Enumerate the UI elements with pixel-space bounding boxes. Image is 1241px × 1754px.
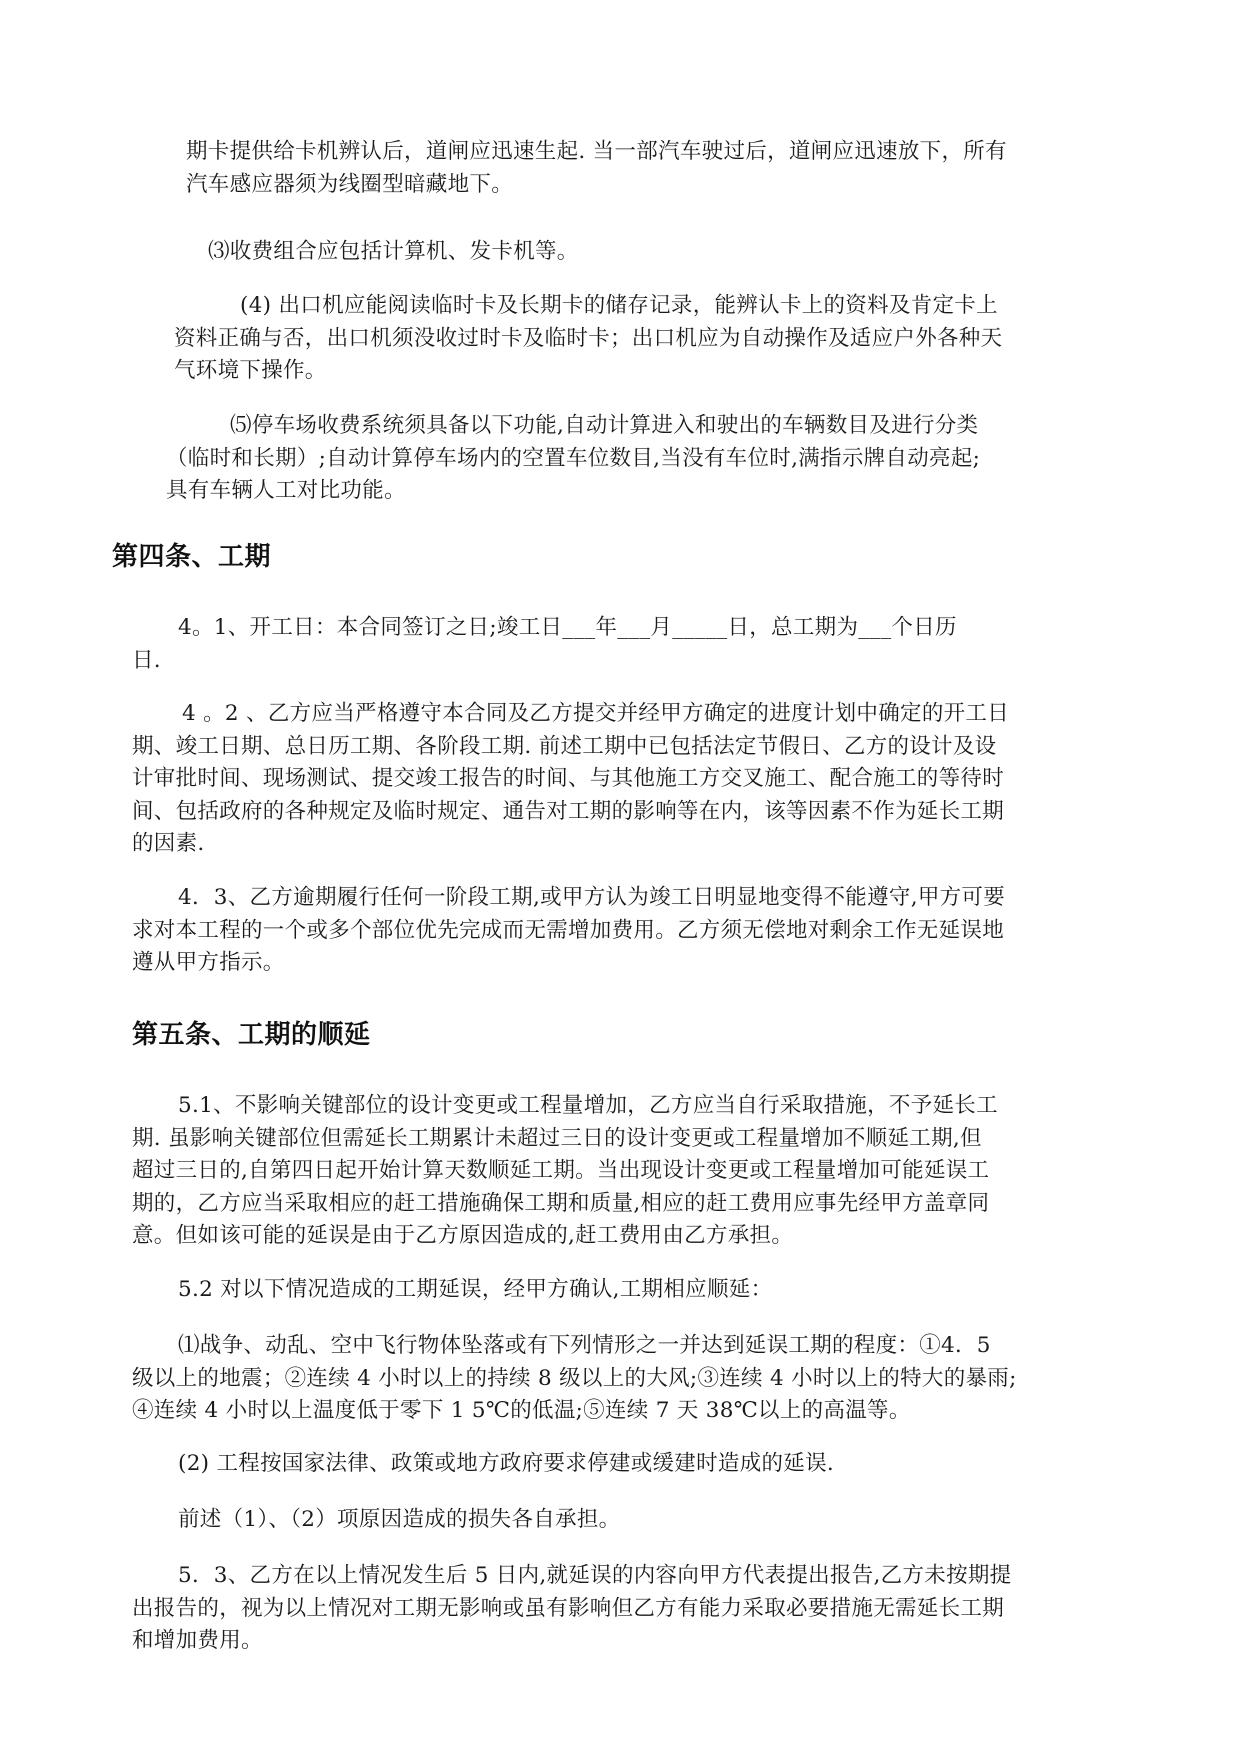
section-heading-4: 第四条、工期 bbox=[112, 542, 272, 572]
text-line: 资料正确与否，出口机须没收过时卡及临时卡；出口机应为自动操作及适应户外各种天 bbox=[174, 325, 1003, 351]
text-line: 5.2 对以下情况造成的工期延误，经甲方确认,工期相应顺延： bbox=[178, 1277, 773, 1302]
text-line: 期卡提供给卡机辨认后，道闸应迅速生起. 当一部汽车驶过后，道闸应迅速放下，所有 bbox=[186, 139, 1007, 164]
text-line: (4) 出口机应能阅读临时卡及长期卡的储存记录，能辨认卡上的资料及肯定卡上 bbox=[240, 293, 998, 318]
text-line: 4 。2 、乙方应当严格遵守本合同及乙方提交并经甲方确定的进度计划中确定的开工日 bbox=[182, 701, 1010, 726]
text-line: ⑶收费组合应包括计算机、发卡机等。 bbox=[208, 239, 579, 264]
text-line: 和增加费用。 bbox=[132, 1628, 263, 1653]
text-line: 超过三日的,自第四日起开始计算天数顺延工期。当出现设计变更或工程量增加可能延误工 bbox=[132, 1158, 990, 1183]
text-line: 期. 虽影响关键部位但需延长工期累计未超过三日的设计变更或工程量增加不顺延工期,但 bbox=[132, 1125, 982, 1151]
paragraph-5-2-item-1 bbox=[132, 1330, 1017, 1428]
text-line: 期的，乙方应当采取相应的赶工措施确保工期和质量,相应的赶工费用应事先经甲方盖章同 bbox=[132, 1190, 990, 1216]
text-line: 前述（1）、（2）项原因造成的损失各自承担。 bbox=[178, 1507, 621, 1532]
text-line: (2) 工程按国家法律、政策或地方政府要求停建或缓建时造成的延误. bbox=[178, 1451, 835, 1476]
paragraph-4-1 bbox=[132, 612, 957, 677]
paragraph-3-4 bbox=[174, 290, 1002, 388]
text-line: 5．3、乙方在以上情况发生后 5 日内,就延误的内容向甲方代表提出报告,乙方未按期提 bbox=[178, 1563, 1012, 1588]
text-line: 4。1、开工日：本合同签订之日;竣工日___年___月_____日，总工期为___个日历 bbox=[178, 615, 957, 640]
text-line: 汽车感应器须为线圈型暗藏地下。 bbox=[186, 171, 514, 197]
text-line: ④连续 4 小时以上温度低于零下 1 5℃的低温;⑤连续 7 天 38℃以上的高温等。 bbox=[132, 1398, 911, 1423]
paragraph-3-5 bbox=[166, 410, 980, 508]
text-line: 气环境下操作。 bbox=[174, 358, 327, 383]
text-line: 具有车辆人工对比功能。 bbox=[166, 478, 406, 503]
paragraph-5-2 bbox=[178, 1274, 772, 1307]
text-line: 求对本工程的一个或多个部位优先完成而无需增加费用。乙方须无偿地对剩余工作无延误地 bbox=[132, 917, 1005, 943]
paragraph-4-3 bbox=[132, 882, 1005, 980]
text-line: 的因素. bbox=[132, 831, 205, 856]
paragraph-3-2-continuation bbox=[186, 136, 1007, 201]
paragraph-4-2 bbox=[132, 698, 1009, 861]
text-line: 日. bbox=[132, 647, 161, 673]
text-line: 遵从甲方指示。 bbox=[132, 950, 285, 975]
text-line: 期、竣工日期、总日历工期、各阶段工期. 前述工期中已包括法定节假日、乙方的设计及设 bbox=[132, 733, 997, 759]
text-line: （临时和长期）;自动计算停车场内的空置车位数目,当没有车位时,满指示牌自动亮起; bbox=[166, 445, 981, 471]
text-line: 5.1、不影响关键部位的设计变更或工程量增加，乙方应当自行采取措施，不予延长工 bbox=[178, 1093, 998, 1118]
text-line: ⑸停车场收费系统须具备以下功能,自动计算进入和驶出的车辆数目及进行分类 bbox=[230, 413, 979, 438]
text-line: 级以上的地震；②连续 4 小时以上的持续 8 级以上的大风;③连续 4 小时以上的特大的暴雨; bbox=[132, 1365, 1017, 1391]
text-line: 出报告的，视为以上情况对工期无影响或虽有影响但乙方有能力采取必要措施无需延长工期 bbox=[132, 1595, 1005, 1621]
paragraph-3-3 bbox=[208, 236, 579, 269]
paragraph-5-2-summary bbox=[178, 1504, 620, 1537]
text-line: 计审批时间、现场测试、提交竣工报告的时间、与其他施工方交叉施工、配合施工的等待时 bbox=[132, 766, 1005, 791]
text-line: 间、包括政府的各种规定及临时规定、通告对工期的影响等在内，该等因素不作为延长工期 bbox=[132, 798, 1005, 824]
text-line: ⑴战争、动乱、空中飞行物体坠落或有下列情形之一并达到延误工期的程度：①4．5 bbox=[178, 1333, 991, 1358]
text-line: 意。但如该可能的延误是由于乙方原因造成的,赶工费用由乙方承担。 bbox=[132, 1223, 794, 1248]
paragraph-5-2-item-2 bbox=[178, 1448, 834, 1481]
text-line: 4．3、乙方逾期履行任何一阶段工期,或甲方认为竣工日明显地变得不能遵守,甲方可要 bbox=[178, 885, 1006, 910]
paragraph-5-3 bbox=[132, 1560, 1011, 1658]
paragraph-5-1 bbox=[132, 1090, 998, 1253]
section-heading-5: 第五条、工期的顺延 bbox=[132, 1020, 371, 1050]
